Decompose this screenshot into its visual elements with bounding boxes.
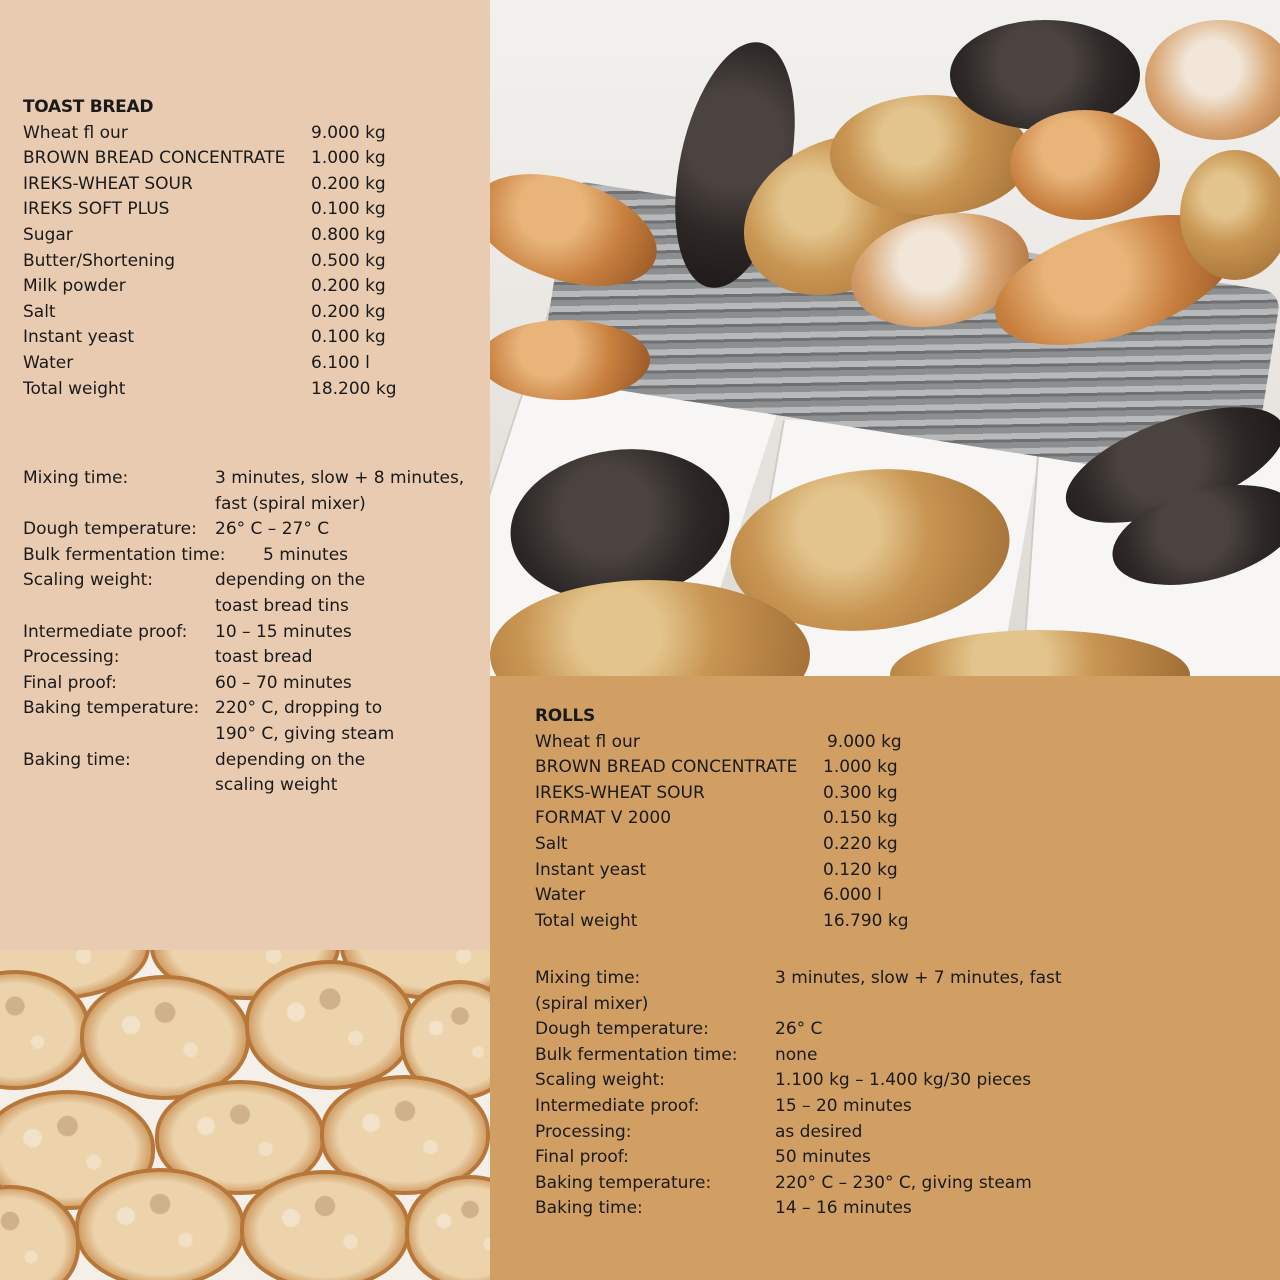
ingredient-name: Salt bbox=[23, 301, 56, 322]
process-value: 10 – 15 minutes bbox=[215, 621, 352, 642]
process-row bbox=[23, 466, 513, 517]
process-row bbox=[23, 620, 513, 646]
process-row bbox=[535, 1196, 1075, 1222]
process-value: depending on the toast bread tins bbox=[215, 570, 366, 616]
ingredient-amount: 16.790 kg bbox=[823, 910, 909, 931]
total-weight-row bbox=[535, 909, 909, 935]
ingredient-row bbox=[535, 858, 909, 884]
ingredient-amount: 9.000 kg bbox=[827, 731, 902, 752]
ingredient-row bbox=[23, 351, 397, 377]
toast-bread-process bbox=[23, 466, 513, 799]
ingredient-row bbox=[23, 121, 397, 147]
total-weight-row bbox=[23, 377, 397, 403]
process-label: Scaling weight: bbox=[535, 1070, 666, 1091]
process-label: Mixing time: bbox=[23, 468, 129, 488]
toast-bread-recipe bbox=[23, 95, 397, 402]
ingredient-row bbox=[23, 223, 397, 249]
ingredient-row bbox=[23, 300, 397, 326]
ingredient-name: BROWN BREAD CONCENTRATE bbox=[23, 148, 286, 169]
process-label: Processing: bbox=[23, 647, 120, 668]
ingredient-name: Salt bbox=[535, 833, 568, 854]
ingredient-row bbox=[535, 755, 909, 781]
ingredient-row bbox=[23, 249, 397, 275]
process-row bbox=[535, 1094, 1075, 1120]
ingredient-amount: 0.200 kg bbox=[311, 173, 386, 194]
process-value: 3 minutes, slow + 7 minutes, fast bbox=[775, 968, 1062, 988]
process-label: Final proof: bbox=[23, 672, 117, 693]
process-value: 26° C – 27° C bbox=[215, 519, 330, 540]
ingredient-row bbox=[23, 172, 397, 198]
process-row bbox=[23, 696, 513, 747]
process-value: 3 minutes, slow + 8 minutes, fast (spiral mixer) bbox=[215, 468, 465, 514]
ingredient-amount: 9.000 kg bbox=[311, 122, 386, 143]
ingredient-amount: 0.100 kg bbox=[311, 327, 386, 348]
process-value: toast bread bbox=[215, 647, 313, 668]
process-label: Baking temperature: bbox=[535, 1172, 712, 1193]
process-value: 15 – 20 minutes bbox=[775, 1095, 912, 1116]
process-row bbox=[535, 1120, 1075, 1146]
ingredient-amount: 0.120 kg bbox=[823, 859, 898, 880]
ingredient-name: IREKS-WHEAT SOUR bbox=[23, 173, 193, 194]
process-value: 50 minutes bbox=[775, 1147, 871, 1168]
process-row bbox=[23, 645, 513, 671]
ingredient-amount: 6.000 l bbox=[823, 885, 882, 906]
ingredient-name: Water bbox=[23, 352, 74, 373]
process-row bbox=[23, 568, 513, 619]
process-label: Baking temperature: bbox=[23, 698, 200, 719]
process-label: (spiral mixer) bbox=[535, 993, 649, 1014]
process-value: 14 – 16 minutes bbox=[775, 1198, 912, 1219]
process-label: Scaling weight: bbox=[23, 570, 154, 591]
ingredient-row bbox=[23, 274, 397, 300]
process-row bbox=[535, 1068, 1075, 1094]
ingredient-name: Milk powder bbox=[23, 276, 126, 297]
rolls-ingredients bbox=[535, 730, 909, 935]
process-row bbox=[535, 992, 1075, 1018]
ingredient-amount: 0.200 kg bbox=[311, 276, 386, 297]
ingredient-name: Total weight bbox=[23, 378, 126, 399]
ingredient-name: Total weight bbox=[535, 910, 638, 931]
process-row bbox=[23, 671, 513, 697]
toast-bread-ingredients bbox=[23, 121, 397, 403]
ingredient-amount: 1.000 kg bbox=[311, 148, 386, 169]
ingredient-name: Wheat fl our bbox=[535, 731, 640, 752]
process-value: 1.100 kg – 1.400 kg/30 pieces bbox=[775, 1070, 1032, 1091]
ingredient-row bbox=[23, 325, 397, 351]
ingredient-amount: 6.100 l bbox=[311, 352, 370, 373]
ingredient-name: IREKS SOFT PLUS bbox=[23, 199, 170, 220]
process-label: Baking time: bbox=[23, 749, 131, 770]
process-label: Bulk fermentation time: bbox=[23, 544, 226, 565]
toast-bread-title: TOAST BREAD bbox=[23, 97, 154, 117]
process-label: Bulk fermentation time: bbox=[535, 1044, 738, 1065]
process-label: Intermediate proof: bbox=[23, 621, 188, 642]
process-value: 5 minutes bbox=[263, 544, 349, 565]
ingredient-amount: 0.200 kg bbox=[311, 301, 386, 322]
process-value: 26° C bbox=[775, 1019, 823, 1040]
process-row bbox=[535, 1043, 1075, 1069]
process-row bbox=[23, 517, 513, 543]
bread-rolls-photo bbox=[490, 0, 1280, 676]
ingredient-name: Sugar bbox=[23, 224, 73, 245]
bread-crumb-photo bbox=[0, 950, 490, 1280]
process-row bbox=[23, 748, 513, 799]
process-label: Final proof: bbox=[535, 1147, 629, 1168]
process-value: depending on the scaling weight bbox=[215, 749, 366, 796]
ingredient-row bbox=[535, 781, 909, 807]
process-value: 220° C – 230° C, giving steam bbox=[775, 1172, 1032, 1193]
process-row bbox=[23, 543, 513, 569]
ingredient-name: Butter/Shortening bbox=[23, 250, 176, 271]
process-row bbox=[535, 1171, 1075, 1197]
process-value bbox=[775, 992, 1075, 1018]
ingredient-row bbox=[535, 730, 909, 756]
ingredient-row bbox=[535, 806, 909, 832]
process-row bbox=[535, 1145, 1075, 1171]
rolls-recipe bbox=[535, 704, 909, 934]
process-value: 220° C, dropping to 190° C, giving steam bbox=[215, 698, 395, 744]
ingredient-amount: 0.500 kg bbox=[311, 250, 386, 271]
ingredient-name: BROWN BREAD CONCENTRATE bbox=[535, 757, 798, 778]
ingredient-name: Instant yeast bbox=[23, 327, 135, 348]
ingredient-name: Wheat fl our bbox=[23, 122, 128, 143]
ingredient-row bbox=[535, 832, 909, 858]
process-row bbox=[535, 1017, 1075, 1043]
process-label: Dough temperature: bbox=[23, 519, 197, 540]
process-value: as desired bbox=[775, 1121, 863, 1142]
ingredient-row bbox=[535, 883, 909, 909]
ingredient-row bbox=[23, 146, 397, 172]
ingredient-amount: 0.800 kg bbox=[311, 224, 386, 245]
ingredient-name: Instant yeast bbox=[535, 859, 647, 880]
ingredient-amount: 0.220 kg bbox=[823, 833, 898, 854]
process-value: none bbox=[775, 1044, 818, 1065]
ingredient-amount: 1.000 kg bbox=[823, 757, 898, 778]
process-row bbox=[535, 966, 1075, 992]
ingredient-name: IREKS-WHEAT SOUR bbox=[535, 782, 705, 803]
ingredient-amount: 18.200 kg bbox=[311, 378, 397, 399]
process-label: Baking time: bbox=[535, 1198, 643, 1219]
ingredient-name: Water bbox=[535, 885, 586, 906]
process-label: Intermediate proof: bbox=[535, 1095, 700, 1116]
process-value: 60 – 70 minutes bbox=[215, 672, 352, 693]
rolls-process bbox=[535, 966, 1075, 1222]
ingredient-amount: 0.300 kg bbox=[823, 782, 898, 803]
rolls-title: ROLLS bbox=[535, 706, 595, 726]
ingredient-row bbox=[23, 197, 397, 223]
process-label: Processing: bbox=[535, 1121, 632, 1142]
ingredient-amount: 0.150 kg bbox=[823, 808, 898, 829]
process-label: Mixing time: bbox=[535, 968, 641, 988]
ingredient-amount: 0.100 kg bbox=[311, 199, 386, 220]
ingredient-name: FORMAT V 2000 bbox=[535, 808, 672, 829]
process-label: Dough temperature: bbox=[535, 1019, 709, 1040]
